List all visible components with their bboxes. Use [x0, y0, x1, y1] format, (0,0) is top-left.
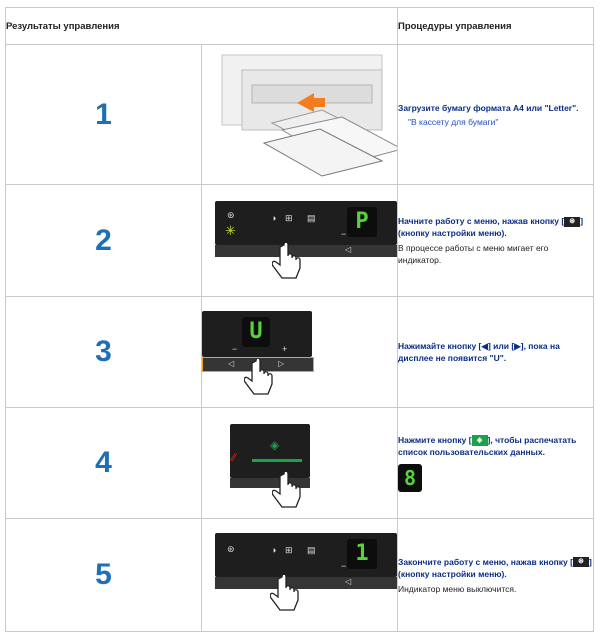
step-number: 1	[6, 45, 202, 185]
pointing-hand-icon	[272, 243, 304, 283]
step-number: 3	[6, 297, 202, 408]
instruction-part: ], чтобы распечатать список пользовательских данных.	[398, 434, 577, 458]
minus-label: −	[341, 229, 347, 239]
step-row-5	[6, 519, 594, 632]
start-indicator-bar	[252, 459, 302, 462]
right-arrow-icon[interactable]: ▷	[278, 359, 285, 368]
instruction-part: Нажмите кнопку [	[398, 434, 472, 445]
step-instruction	[398, 556, 593, 580]
left-arrow-icon: ◁	[345, 577, 352, 586]
step-row-3	[6, 297, 594, 408]
menu-settings-icon: ⊛	[227, 210, 235, 220]
step-instruction	[398, 434, 593, 458]
left-arrow-icon[interactable]: ◁	[228, 359, 235, 368]
instruction-part: Начните работу с меню, нажав кнопку [	[398, 216, 565, 226]
step-note: В процессе работы с меню мигает его индикатор.	[398, 243, 549, 265]
control-panel	[230, 424, 310, 478]
step-row-2	[6, 185, 594, 297]
minus-label: −	[341, 561, 347, 571]
instruction-part: ] (кнопку настройки меню).	[398, 556, 592, 579]
error-indicator-icon: ⁄⁄	[232, 452, 236, 464]
menu-settings-key-icon: ⊛	[573, 557, 589, 567]
contrast-icon: ◑	[271, 213, 277, 223]
start-icon: ◈	[270, 438, 280, 452]
instruction-part: ] (кнопку настройки меню).	[398, 216, 584, 238]
control-panel-illustration	[202, 519, 398, 632]
step-text	[398, 297, 594, 408]
instruction-part: Нажимайте кнопку [	[398, 341, 482, 351]
pointing-hand-icon	[244, 359, 276, 399]
control-panel	[215, 533, 397, 577]
left-arrow-icon: ◁	[345, 245, 352, 254]
header-results	[6, 8, 398, 45]
instruction-part: ], пока на дисплее не появится "U".	[398, 341, 560, 363]
instruction-part: Закончите работу с меню, нажав кнопку [	[398, 556, 573, 567]
start-key-icon: ◈	[472, 435, 488, 446]
button-row	[215, 577, 397, 589]
led-display: 1	[347, 539, 377, 569]
control-panel-illustration	[202, 185, 398, 297]
led-display: U	[242, 317, 270, 347]
procedure-table	[5, 7, 594, 632]
step-note: Индикатор меню выключится.	[398, 583, 517, 594]
menu-indicator-blink-icon: ✳	[225, 223, 236, 238]
button-row	[215, 245, 397, 257]
step-number: 2	[6, 185, 202, 297]
paper-loading-illustration	[202, 45, 398, 185]
header-procedures-label: Процедуры управления	[398, 20, 512, 32]
paper-cassette-link[interactable]: "В кассету для бумаги"	[408, 116, 499, 127]
step-instruction: Загрузите бумагу формата A4 или "Letter".	[398, 102, 579, 113]
step-instruction	[398, 215, 593, 239]
contrast-icon: ◑	[271, 545, 277, 555]
menu-settings-key-icon: ⊛	[564, 217, 580, 227]
left-arrow-icon: ◀	[481, 341, 488, 351]
header-results-label: Результаты управления	[6, 20, 120, 32]
instruction-part: ] или [	[487, 341, 515, 351]
copy-ratio-icon: ⊞	[285, 545, 293, 555]
paper-icon: ▤	[307, 545, 316, 555]
header-procedures	[398, 8, 594, 45]
step-text	[398, 185, 594, 297]
menu-settings-icon: ⊛	[227, 544, 235, 554]
pointing-hand-icon	[272, 472, 304, 512]
step-text	[398, 408, 594, 519]
paper-icon: ▤	[307, 213, 316, 223]
control-panel	[202, 311, 312, 357]
step-instruction	[398, 340, 593, 364]
copy-ratio-icon: ⊞	[285, 213, 293, 223]
step-row-1	[6, 45, 594, 185]
pointing-hand-icon	[270, 575, 302, 615]
arrow-buttons-illustration	[202, 297, 398, 408]
step-text	[398, 519, 594, 632]
minus-label: −	[232, 344, 238, 354]
led-display: 8	[398, 464, 422, 492]
control-panel	[215, 201, 397, 245]
right-arrow-icon: ▶	[514, 341, 521, 351]
step-text	[398, 45, 594, 185]
start-button-illustration	[202, 408, 398, 519]
plus-label: +	[282, 344, 288, 354]
led-display: P	[347, 207, 377, 237]
printer-paper-icon	[202, 45, 397, 179]
step-number: 5	[6, 519, 202, 632]
step-number: 4	[6, 408, 202, 519]
step-row-4	[6, 408, 594, 519]
